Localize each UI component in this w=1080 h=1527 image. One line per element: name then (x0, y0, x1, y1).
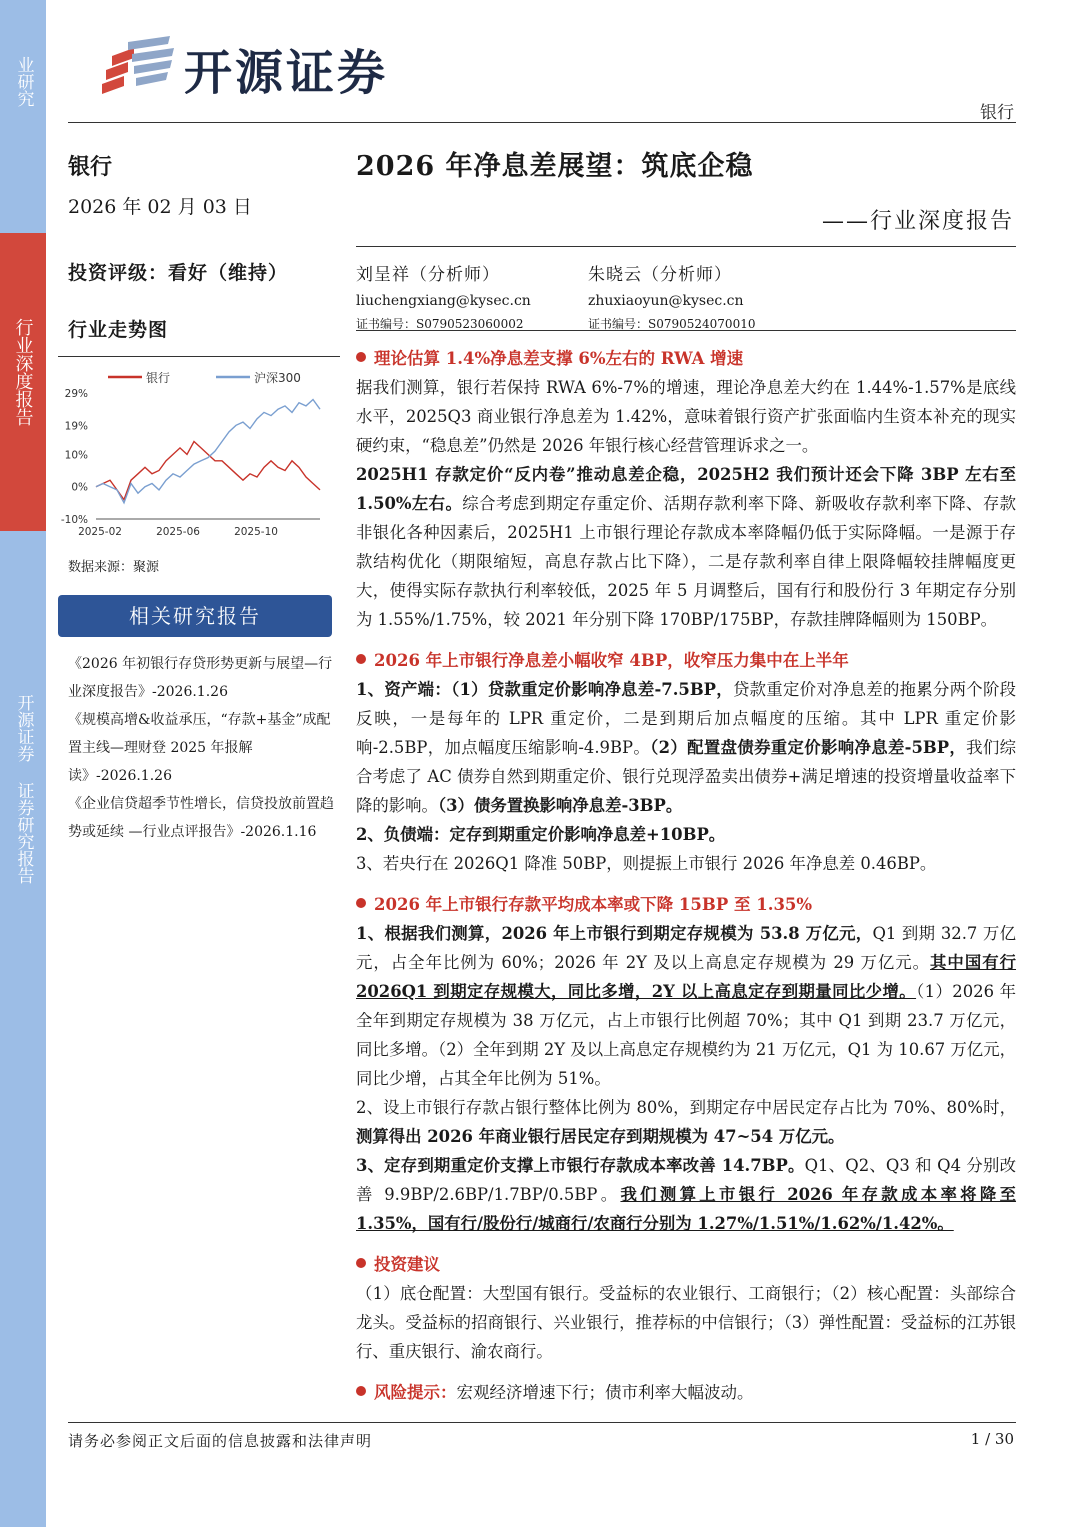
trend-chart (58, 356, 340, 546)
related-report-item[interactable]: 《规模高增&收益承压，“存款+基金”成配置主线—理财登 2025 年报解读》-2026.1.26 (68, 712, 331, 784)
section-heading: 2026 年上市银行净息差小幅收窄 4BP，收窄压力集中在上半年 (356, 646, 1016, 675)
y-tick-label: 29% (64, 388, 88, 400)
paragraph: 3、定存到期重定价支撑上市银行存款成本率改善 14.7BP。Q1、Q2、Q3 和 Q4 分别改善 9.9BP/2.6BP/1.7BP/0.5BP。我们测算上市银行 2026 年存款成本率将降至 1.35%，国有行/股份行/城商行/农商行分别为 1.27%/1.51%/1.62%/1.42%。 (356, 1156, 1017, 1233)
related-report-item[interactable]: 《2026 年初银行存贷形势更新与展望—行业深度报告》-2026.1.26 (68, 656, 333, 700)
kaiyuan-logo-icon (98, 32, 178, 98)
analyst-cert: 证书编号：S0790524070010 (588, 317, 756, 331)
header-sector-tag: 银行 (980, 103, 1014, 123)
related-reports-header: 相关研究报告 (58, 595, 332, 637)
section-heading: 风险提示：宏观经济增速下行；债市利率大幅波动。 (356, 1378, 1016, 1407)
paragraph: 2、设上市银行存款占银行整体比例为 80%，到期定存中居民定存占比为 70%、80%时，测算得出 2026 年商业银行居民定存到期规模为 47~54 万亿元。 (356, 1098, 1016, 1146)
section-heading: 2026 年上市银行存款平均成本率或下降 15BP 至 1.35% (356, 890, 1016, 919)
brand-name: 开源证券 (184, 45, 389, 101)
side-text-bottom-2: 证券研究报告 (13, 782, 34, 884)
paragraph: 据我们测算，银行若保持 RWA 6%-7%的增速，理论净息差大约在 1.44%-1.57%是底线水平，2025Q3 商业银行净息差为 1.42%，意味着银行资产扩张面临内生资本补充的现实硬约束，“稳息差”仍然是 2026 年银行核心经营管理诉求之一。 (356, 378, 1016, 455)
page-number: 1 / 30 (970, 1430, 1014, 1448)
analyst-1 (356, 260, 531, 332)
investment-rating: 投资评级：看好（维持） (68, 262, 289, 284)
analyst-rule (356, 330, 1016, 331)
x-tick-label: 2025-10 (234, 526, 278, 538)
x-tick-label: 2025-06 (156, 526, 200, 538)
side-text-bottom-1: 开源证券 (13, 694, 34, 762)
report-body (356, 340, 1016, 1407)
y-tick-label: -10% (60, 514, 88, 526)
bullet-icon (356, 898, 366, 908)
legend-label: 沪深300 (254, 371, 301, 385)
bullet-icon (356, 352, 366, 362)
section-heading: 投资建议 (356, 1250, 1016, 1279)
paragraph: 2025H1 存款定价“反内卷”推动息差企稳，2025H2 我们预计还会下降 3BP 左右至 1.50%左右。综合考虑到期定存重定价、活期存款利率下降、新吸收存款利率下降、存款非银化各种因素后，2025H1 上市银行理论存款成本率降幅仍低于实际降幅。一是源于存款结构优化（期限缩短，高息存款占比下降），二是存款利率自律上限降幅较挂牌幅度更大，使得实际存款执行利率较低，2025 年 5 月调整后，国有行和股份行 3 年期定存分别为 1.55%/1.75%，较 2021 年分别下降 170BP/175BP，存款挂牌降幅则为 150BP。 (356, 465, 1017, 629)
bullet-icon (356, 1258, 366, 1268)
chart-source: 数据来源：聚源 (68, 560, 160, 575)
related-reports-list (68, 650, 336, 846)
analyst-email[interactable]: zhuxiaoyun@kysec.cn (588, 293, 744, 309)
trend-chart-title: 行业走势图 (68, 319, 169, 341)
paragraph: （1）底仓配置：大型国有银行。受益标的农业银行、工商银行；（2）核心配置：头部综合龙头。受益标的招商银行、兴业银行，推荐标的中信银行；（3）弹性配置：受益标的江苏银行、重庆银行、渝农商行。 (356, 1284, 1016, 1361)
section-heading: 理论估算 1.4%净息差支撑 6%左右的 RWA 增速 (356, 344, 1016, 373)
analyst-cert: 证书编号：S0790523060002 (356, 317, 524, 331)
trend-chart-svg (58, 357, 340, 547)
side-text-top: 业研究 (13, 56, 34, 107)
series-line-bank (96, 442, 320, 500)
side-strip (0, 0, 46, 1527)
x-tick-label: 2025-02 (78, 526, 122, 538)
paragraph: 1、资产端：（1）贷款重定价影响净息差-7.5BP，贷款重定价对净息差的拖累分两个阶段反映，一是每年的 LPR 重定价，二是到期后加点幅度的压缩。其中 LPR 重定价影响-2.5BP，加点幅度压缩影响-4.9BP。（2）配置盘债券重定价影响净息差-5BP，我们综合考虑了 AC 债券自然到期重定价、银行兑现浮盈卖出债券+满足增速的投资增量收益率下降的影响。（3）债务置换影响净息差-3BP。 (356, 680, 1017, 815)
analyst-name: 朱晓云（分析师） (588, 265, 732, 285)
legend-label: 银行 (146, 371, 171, 385)
report-date: 2026 年 02 月 03 日 (68, 196, 252, 218)
paragraph: 3、若央行在 2026Q1 降准 50BP，则提振上市银行 2026 年净息差 0.46BP。 (356, 854, 937, 873)
header-rule (68, 122, 1016, 123)
title-rule (356, 246, 1016, 247)
footer-rule (68, 1422, 1016, 1423)
bullet-icon (356, 654, 366, 664)
analyst-2 (588, 260, 755, 332)
y-tick-label: 19% (64, 420, 88, 433)
paragraph: 2、负债端：定存到期重定价影响净息差+10BP。 (356, 825, 726, 844)
related-report-item[interactable]: 《企业信贷超季节性增长，信贷投放前置趋势或延续 —行业点评报告》-2026.1.16 (68, 796, 334, 840)
report-subtitle: ——行业深度报告 (821, 209, 1014, 234)
series-line-csi300 (96, 400, 320, 503)
report-title: 2026 年净息差展望：筑底企稳 (356, 151, 754, 182)
footer-disclaimer: 请务必参阅正文后面的信息披露和法律声明 (68, 1432, 373, 1450)
sector-label: 银行 (68, 154, 113, 180)
side-text-red: 行业深度报告 (12, 318, 34, 426)
y-tick-label: 10% (64, 449, 88, 462)
bullet-icon (356, 1386, 366, 1396)
paragraph: 1、根据我们测算，2026 年上市银行到期定存规模为 53.8 万亿元，Q1 到期 32.7 万亿元，占全年比例为 60%；2026 年 2Y 及以上高息定存规模为 29 万亿元。其中国有行 2026Q1 到期定存规模大，同比多增，2Y 以上高息定存到期量同比少增。（1）2026 年全年到期定存规模为 38 万亿元，占上市银行比例超 70%；其中 Q1 到期 23.7 万亿元，同比多增。（2）全年到期 2Y 及以上高息定存规模约为 21 万亿元，Q1 为 10.67 万亿元，同比少增，占其全年比例为 51%。 (356, 924, 1017, 1088)
analyst-name: 刘呈祥（分析师） (356, 265, 500, 285)
y-tick-label: 0% (71, 481, 88, 494)
analyst-email[interactable]: liuchengxiang@kysec.cn (356, 293, 531, 309)
